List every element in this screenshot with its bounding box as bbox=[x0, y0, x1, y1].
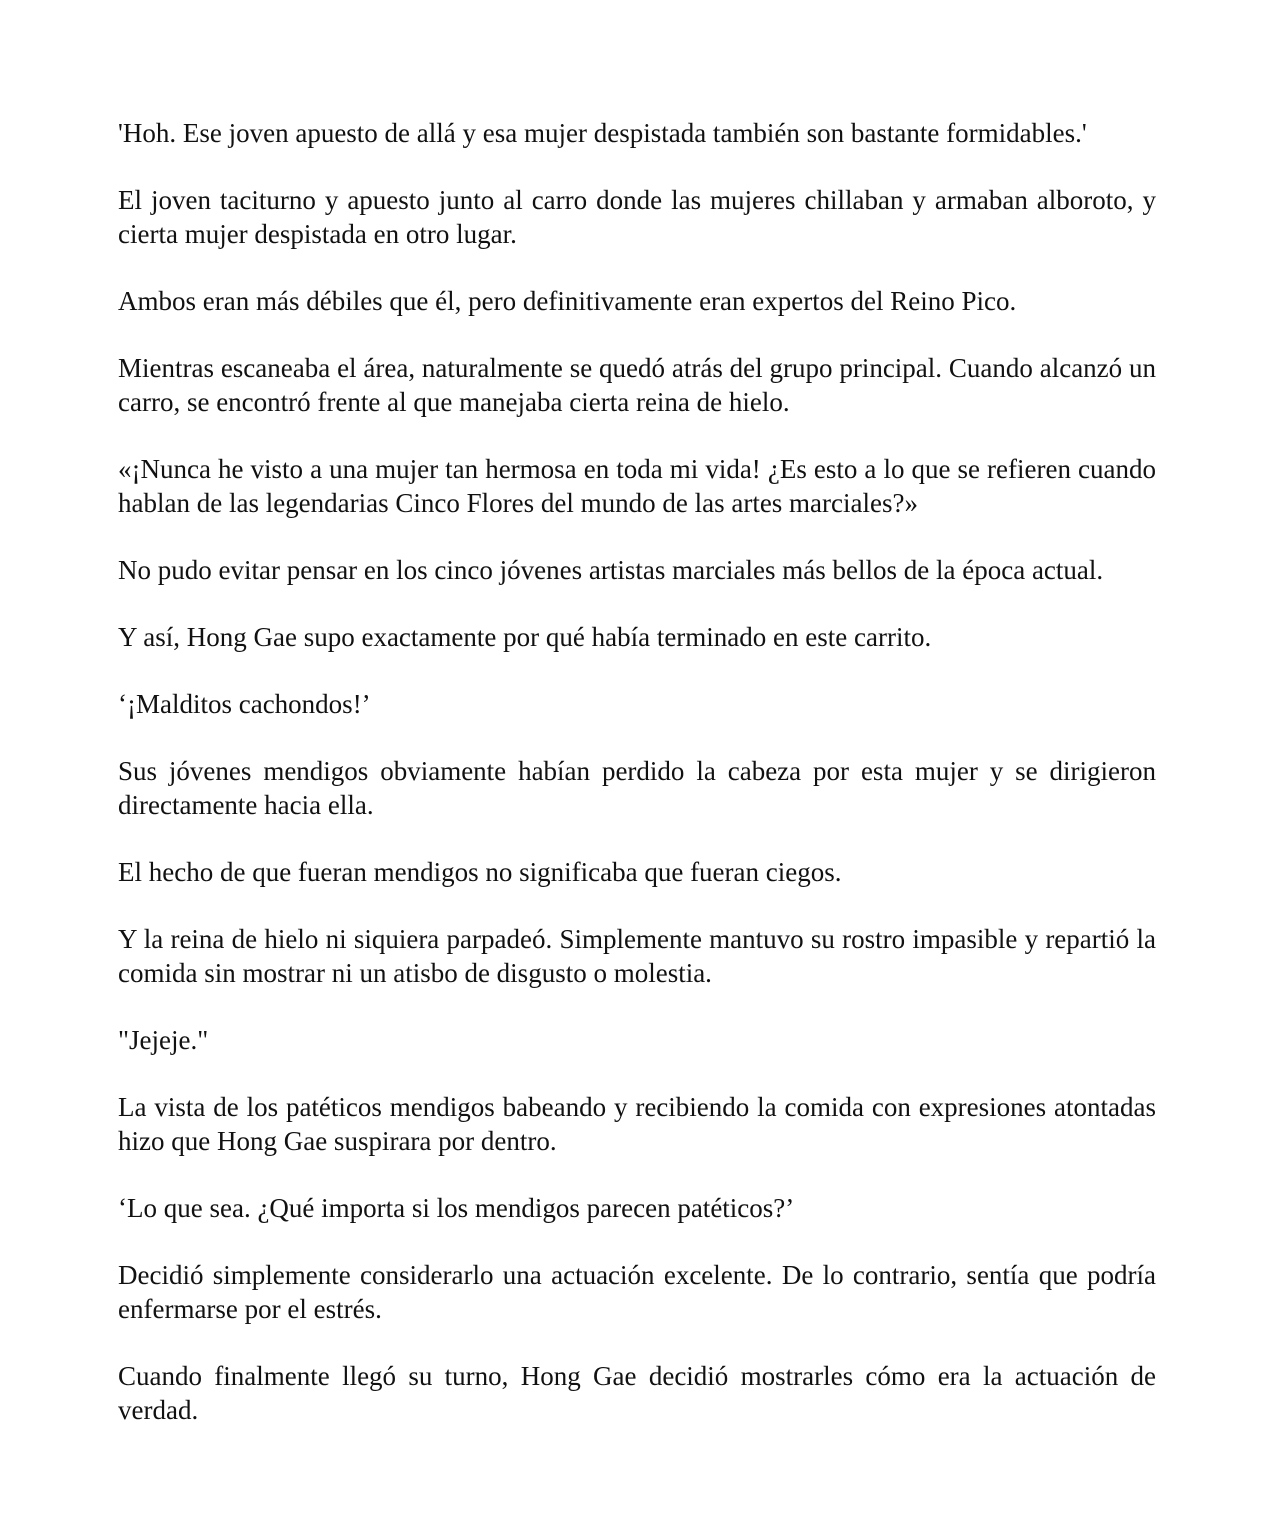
paragraph-2: El joven taciturno y apuesto junto al carro donde las mujeres chillaban y armaban alboroto, y cierta mujer despistada en otro lugar. bbox=[118, 185, 1156, 249]
paragraph-9: Sus jóvenes mendigos obviamente habían perdido la cabeza por esta mujer y se dirigieron directamente hacia ella. bbox=[118, 756, 1156, 820]
paragraph-6: No pudo evitar pensar en los cinco jóvenes artistas marciales más bellos de la época actual. bbox=[118, 555, 1104, 585]
paragraph-5: «¡Nunca he visto a una mujer tan hermosa en toda mi vida! ¿Es esto a lo que se refieren cuando hablan de las legendarias Cinco Flores del mundo de las artes marciales?» bbox=[118, 454, 1156, 518]
paragraph-15: Decidió simplemente considerarlo una actuación excelente. De lo contrario, sentía que podría enfermarse por el estrés. bbox=[118, 1260, 1156, 1324]
paragraph-14: ‘Lo que sea. ¿Qué importa si los mendigos parecen patéticos?’ bbox=[118, 1193, 795, 1223]
paragraph-4: Mientras escaneaba el área, naturalmente se quedó atrás del grupo principal. Cuando alcanzó un carro, se encontró frente al que manejaba cierta reina de hielo. bbox=[118, 353, 1156, 417]
paragraph-16: Cuando finalmente llegó su turno, Hong Gae decidió mostrarles cómo era la actuación de verdad. bbox=[118, 1361, 1156, 1425]
paragraph-11: Y la reina de hielo ni siquiera parpadeó. Simplemente mantuvo su rostro impasible y repartió la comida sin mostrar ni un atisbo de disgusto o molestia. bbox=[118, 924, 1156, 988]
paragraph-8: ‘¡Malditos cachondos!’ bbox=[118, 689, 371, 719]
paragraph-12: "Jejeje." bbox=[118, 1025, 209, 1055]
paragraph-7: Y así, Hong Gae supo exactamente por qué había terminado en este carrito. bbox=[118, 622, 932, 652]
paragraph-3: Ambos eran más débiles que él, pero definitivamente eran expertos del Reino Pico. bbox=[118, 286, 1017, 316]
paragraph-13: La vista de los patéticos mendigos babeando y recibiendo la comida con expresiones atontadas hizo que Hong Gae suspirara por dentro. bbox=[118, 1092, 1156, 1156]
document-page bbox=[118, 116, 1156, 1427]
paragraph-1: 'Hoh. Ese joven apuesto de allá y esa mujer despistada también son bastante formidables.' bbox=[118, 118, 1087, 148]
paragraph-10: El hecho de que fueran mendigos no significaba que fueran ciegos. bbox=[118, 857, 842, 887]
